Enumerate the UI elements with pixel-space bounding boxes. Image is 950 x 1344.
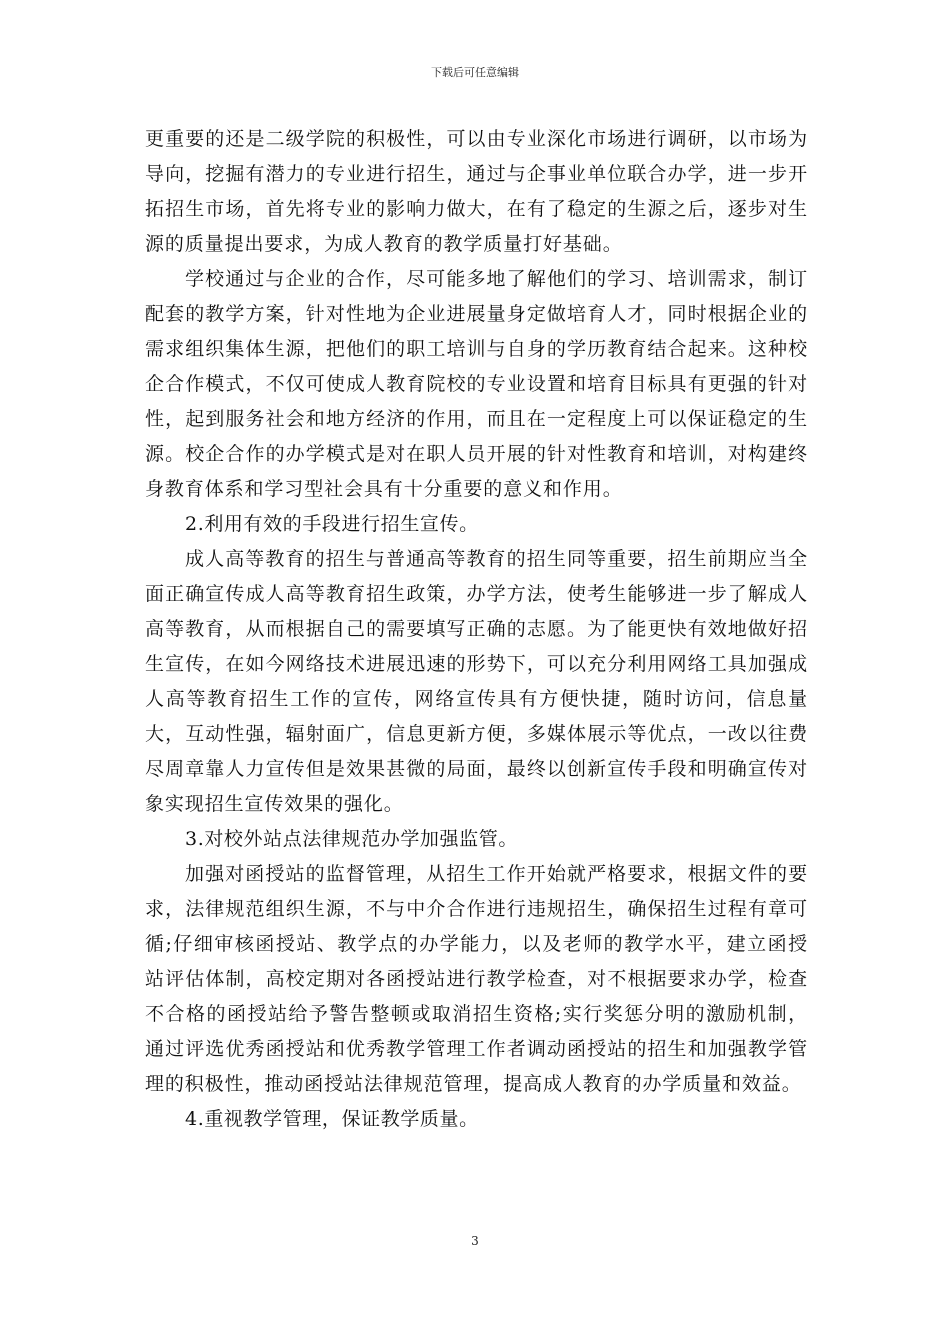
paragraph-4: 加强对函授站的监督管理，从招生工作开始就严格要求，根据文件的要求，法律规范组织生源，不与中介合作进行违规招生，确保招生过程有章可循;仔细审核函授站、教学点的办学能力，以及老师的教学水平，建立函授站评估体制，高校定期对各函授站进行教学检查，对不根据要求办学，检查不合格的函授站给予警告整顿或取消招生资格;实行奖惩分明的激励机制，通过评选优秀函授站和优秀教学管理工作者调动函授站的招生和加强教学管理的积极性，推动函授站法律规范管理，提高成人教育的办学质量和效益。: [145, 863, 808, 1095]
section-heading-3: 3.对校外站点法律规范办学加强监管。: [185, 828, 518, 850]
paragraph-2: 学校通过与企业的合作，尽可能多地了解他们的学习、培训需求，制订配套的教学方案，针对性地为企业进展量身定做培育人才，同时根据企业的需求组织集体生源，把他们的职工培训与自身的学历教育结合起来。这种校企合作模式，不仅可使成人教育院校的专业设置和培育目标具有更强的针对性，起到服务社会和地方经济的作用，而且在一定程度上可以保证稳定的生源。校企合作的办学模式是对在职人员开展的针对性教育和培训，对构建终身教育体系和学习型社会具有十分重要的意义和作用。: [145, 268, 808, 500]
page-number: 3: [471, 1234, 479, 1248]
paragraph-1: 更重要的还是二级学院的积极性，可以由专业深化市场进行调研，以市场为导向，挖掘有潜力的专业进行招生，通过与企事业单位联合办学，进一步开拓招生市场，首先将专业的影响力做大，在有了稳定的生源之后，逐步对生源的质量提出要求，为成人教育的教学质量打好基础。: [145, 128, 808, 255]
section-heading-4: 4.重视教学管理，保证教学质量。: [185, 1108, 479, 1130]
section-heading-2: 2.利用有效的手段进行招生宣传。: [185, 513, 479, 535]
page-header: 下载后可任意编辑: [431, 66, 519, 79]
document-body: [145, 122, 808, 1137]
paragraph-3: 成人高等教育的招生与普通高等教育的招生同等重要，招生前期应当全面正确宣传成人高等教育招生政策，办学方法，使考生能够进一步了解成人高等教育，从而根据自己的需要填写正确的志愿。为了能更快有效地做好招生宣传，在如今网络技术进展迅速的形势下，可以充分利用网络工具加强成人高等教育招生工作的宣传，网络宣传具有方便快捷，随时访问，信息量大，互动性强，辐射面广，信息更新方便，多媒体展示等优点，一改以往费尽周章靠人力宣传但是效果甚微的局面，最终以创新宣传手段和明确宣传对象实现招生宣传效果的强化。: [145, 548, 808, 815]
